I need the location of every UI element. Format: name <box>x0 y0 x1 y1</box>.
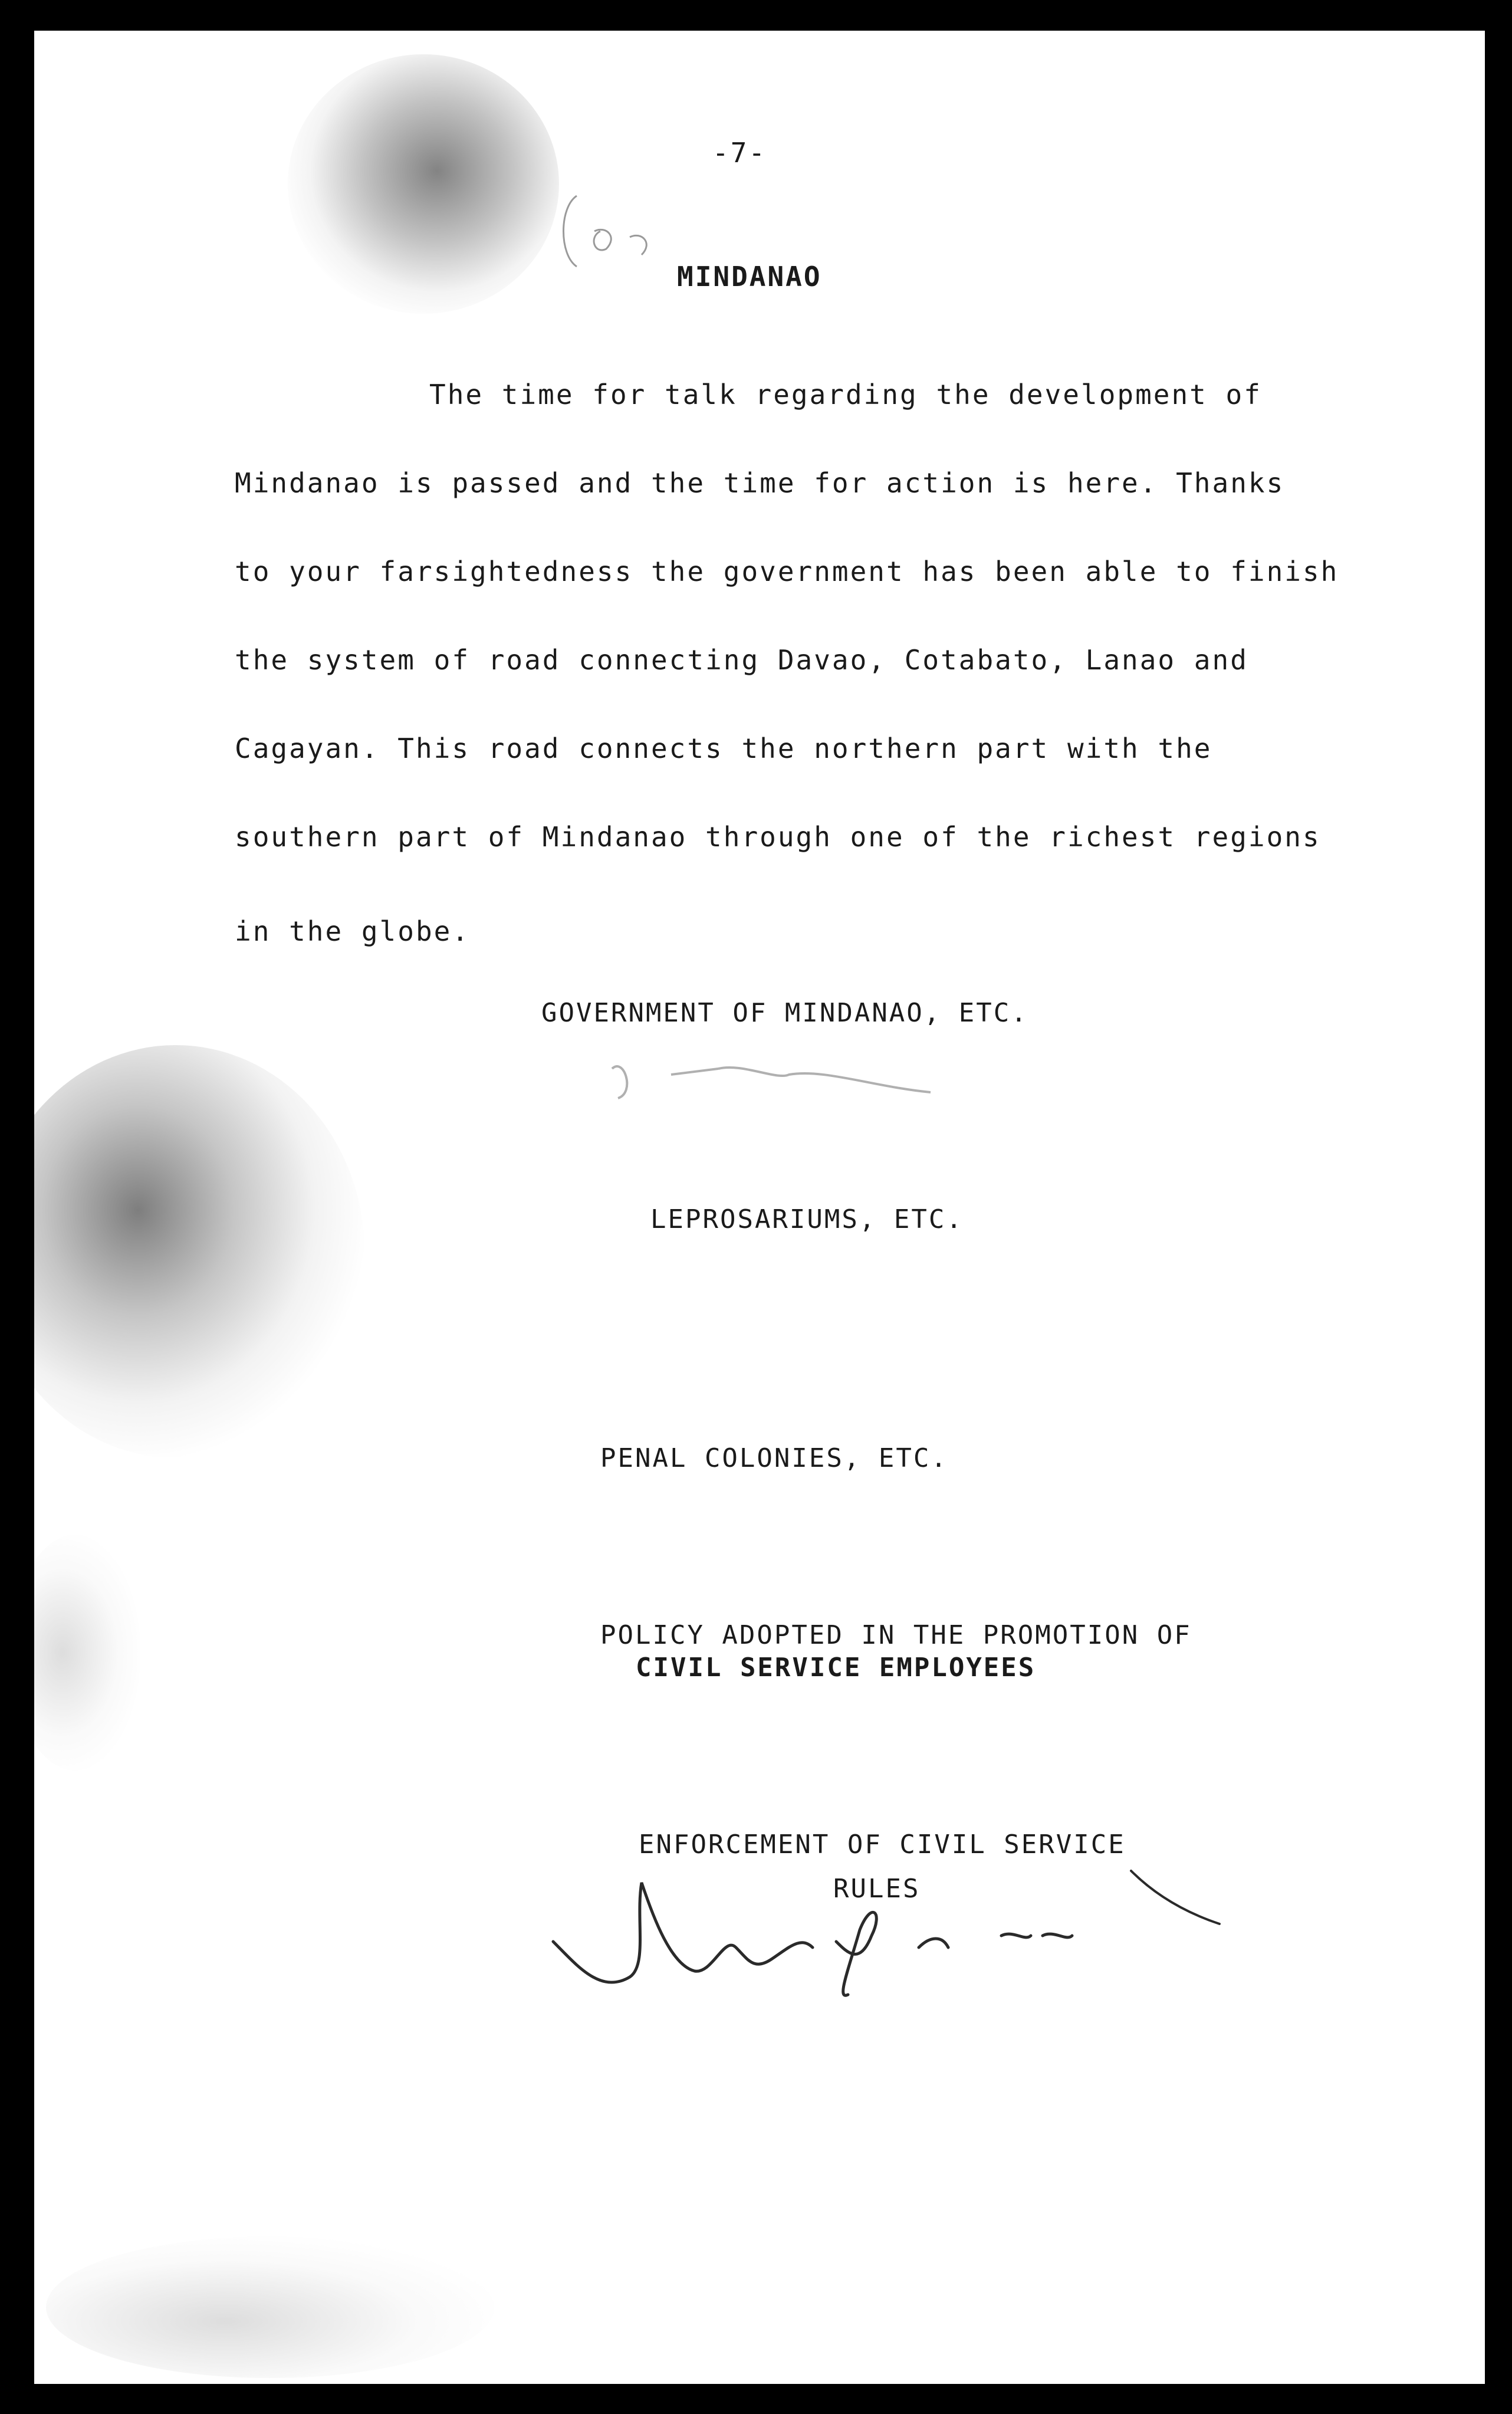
water-stain-bottom <box>46 2236 494 2378</box>
handwritten-signature <box>541 1847 1249 2012</box>
water-stain-top <box>288 54 559 314</box>
water-stain-left <box>34 1045 364 1458</box>
paragraph-line: southern part of Mindanao through one of the richest regions <box>235 821 1321 853</box>
initials-scribble <box>600 1045 942 1116</box>
paragraph-line: in the globe. <box>235 915 471 947</box>
heading-leprosariums: LEPROSARIUMS, ETC. <box>650 1204 964 1234</box>
water-stain-left-lower <box>34 1535 140 1771</box>
page-number: -7- <box>712 137 767 169</box>
heading-policy-line1: POLICY ADOPTED IN THE PROMOTION OF <box>600 1620 1192 1650</box>
paragraph-line: The time for talk regarding the development of <box>429 379 1262 410</box>
paragraph-line: the system of road connecting Davao, Cotabato, Lanao and <box>235 644 1248 676</box>
section-title: MINDANAO <box>677 261 822 293</box>
heading-penal-colonies: PENAL COLONIES, ETC. <box>600 1443 948 1473</box>
paragraph-line: to your farsightedness the government has been able to finish <box>235 556 1339 587</box>
heading-enforcement-line1: ENFORCEMENT OF CIVIL SERVICE <box>639 1830 1126 1860</box>
paragraph-line: Mindanao is passed and the time for action is here. Thanks <box>235 467 1285 499</box>
document-page <box>34 31 1485 2384</box>
heading-enforcement-line2: RULES <box>833 1874 921 1904</box>
paragraph-line: Cagayan. This road connects the northern part with the <box>235 733 1212 764</box>
heading-policy-line2: CIVIL SERVICE EMPLOYEES <box>636 1653 1036 1683</box>
heading-government-mindanao: GOVERNMENT OF MINDANAO, ETC. <box>541 998 1028 1028</box>
